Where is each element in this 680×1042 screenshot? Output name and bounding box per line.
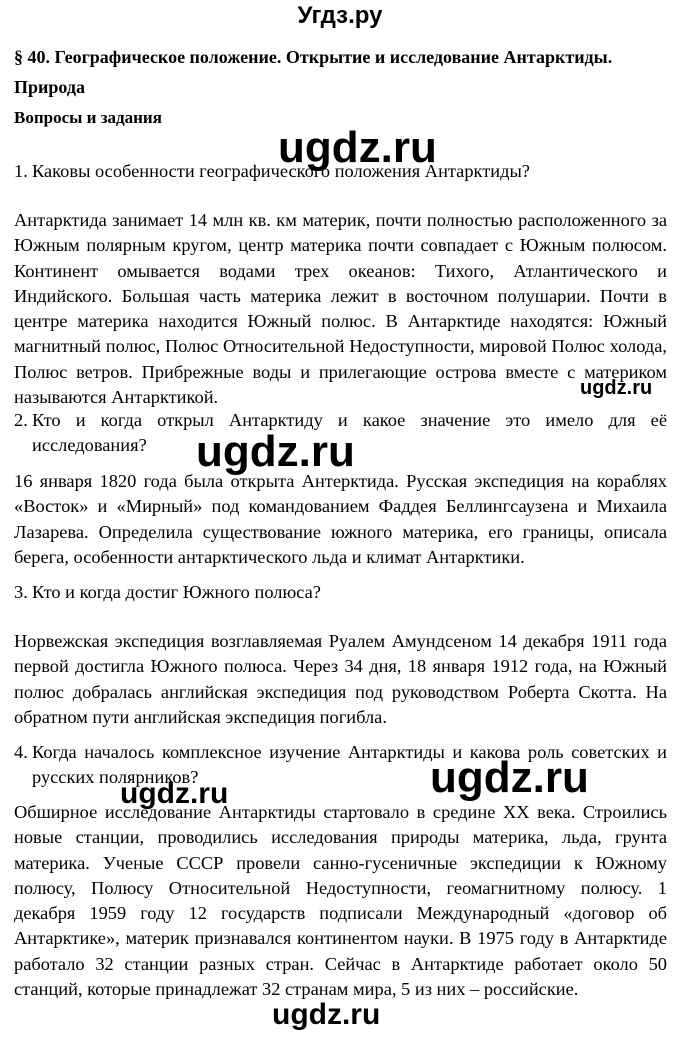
watermark: ugdz.ru	[580, 377, 653, 399]
question-number: 4.	[14, 742, 28, 762]
question-number: 1.	[14, 161, 28, 181]
question-text: Кто и когда достиг Южного полюса?	[32, 582, 321, 602]
question-text: Кто и когда открыл Антарктиду и какое значение это имело для её исследования?	[32, 410, 667, 456]
section-title: § 40. Географическое положение. Открытие и исследование Антарктиды. Природа	[14, 47, 613, 97]
questions-subhead: Вопросы и задания	[14, 108, 162, 127]
watermark: ugdz.ru	[272, 998, 381, 1031]
question-number: 3.	[14, 582, 28, 602]
answer-2: 16 января 1820 года была открыта Антерктида. Русская экспедиция на кораблях «Восток» и «Мирный» под командованием Фаддея Беллингсаузена и Михаила Лазарева. Определила существование южного материка, его границы, описала берега, особенности антарктического льда и климат Антарктики.	[14, 471, 667, 567]
watermark: ugdz.ru	[120, 777, 229, 810]
watermark: ugdz.ru	[430, 753, 589, 802]
answer-4: Обширное исследование Антарктиды стартовало в средине XX века. Строились новые станции, проводились исследования природы материка, льда, грунта материка. Ученые СССР провели санно-гусеничные экспедиции к Южному полюсу, Полюсу Относительной Недоступности, геомагнитному полюсу. 1 декабря 1959 году 12 государств подписали Международный «договор об Антарктике», материк признавался континентом науки. В 1975 году в Антарктиде работало 32 станции разных стран. Сейчас в Антарктиде работает около 50 станций, которые принадлежат 32 странам мира, 5 из них – российские.	[14, 802, 667, 1000]
answer-1: Антарктида занимает 14 млн кв. км материк, почти полностью расположенного за Южным полярным кругом, центр материка почти совпадает с Южным полюсом. Континент омывается водами трех океанов: Тихого, Атлантического и Индийского. Большая часть материка лежит в восточном полушарии. Почти в центре материка находится Южный полюс. В Антарктиде находятся: Южный магнитный полюс, Полюс Относительной Недоступности, мировой Полюс холода, Полюс ветров. Прибрежные воды и прилегающие острова вместе с материком называются Антарктикой.	[14, 210, 667, 408]
watermark: ugdz.ru	[278, 123, 437, 172]
question-3	[14, 580, 667, 605]
question-number: 2.	[14, 410, 28, 430]
question-text: Каковы особенности географического положения Антарктиды?	[32, 161, 530, 181]
site-header: Угдз.ру	[297, 2, 383, 29]
watermark: ugdz.ru	[196, 427, 355, 476]
question-text: Когда началось комплексное изучение Антарктиды и какова роль советских и русских полярников?	[32, 742, 667, 788]
answer-3: Норвежская экспедиция возглавляемая Руалем Амундсеном 14 декабря 1911 года первой достигла Южного полюса. Через 34 дня, 18 января 1912 года, на Южный полюс добралась английская экспедиция под руководством Роберта Скотта. На обратном пути английская экспедиция погибла.	[14, 631, 667, 727]
